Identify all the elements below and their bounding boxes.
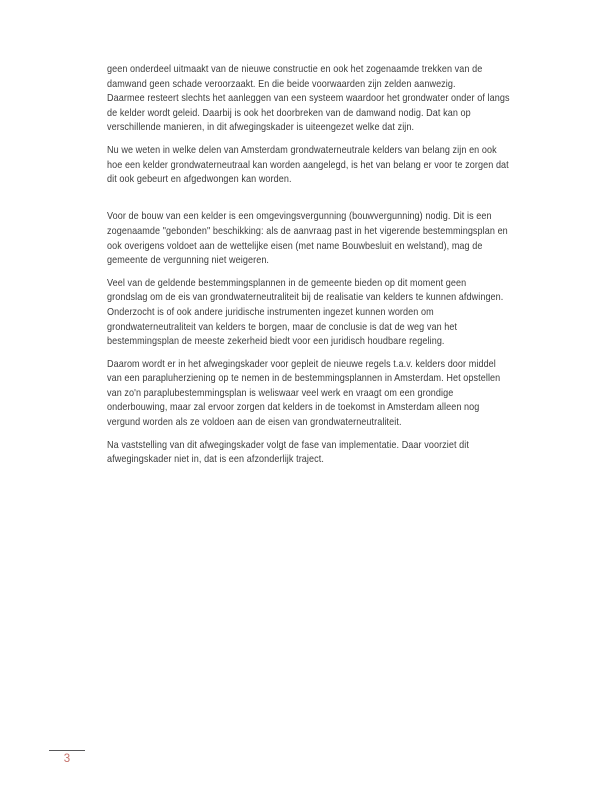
text-line: verschillende manieren, in dit afwegingskader is uiteengezet welke dat zijn. — [107, 122, 415, 134]
text-line: hoe een kelder grondwaterneutraal kan worden aangelegd, is het van belang er voor te zorgen dat — [107, 159, 509, 171]
text-line: Nu we weten in welke delen van Amsterdam grondwaterneutrale kelders van belang zijn en ook — [107, 144, 497, 156]
text-line: bestemmingsplan de meeste zekerheid biedt voor een juridisch houdbare regeling. — [107, 336, 445, 348]
text-line: van zo'n paraplubestemmingsplan is weliswaar veel werk en vraagt om een grondige — [107, 387, 454, 399]
text-line: afwegingskader niet in, dat is een afzonderlijk traject. — [107, 454, 324, 466]
page-number: 3 — [63, 752, 71, 765]
text-line: Na vaststelling van dit afwegingskader volgt de fase van implementatie. Daar voorziet dit — [107, 439, 469, 451]
paragraph-1 — [107, 63, 516, 136]
text-line: onderbouwing, maar zal ervoor zorgen dat kelders in de toekomst in Amsterdam alleen nog — [107, 402, 480, 414]
text-line: grondwaterneutraliteit van kelders te borgen, maar de conclusie is dat de weg van het — [107, 321, 458, 333]
text-line: Daarom wordt er in het afwegingskader voor gepleit de nieuwe regels t.a.v. kelders door middel — [107, 358, 496, 370]
text-line: Onderzocht is of ook andere juridische instrumenten ingezet kunnen worden om — [107, 306, 434, 318]
paragraph-5 — [107, 358, 516, 431]
text-line: vergund worden als ze voldoen aan de eisen van grondwaterneutraliteit. — [107, 417, 402, 429]
paragraph-2 — [107, 144, 516, 188]
paragraph-6 — [107, 439, 516, 468]
text-line: Veel van de geldende bestemmingsplannen in de gemeente bieden op dit moment geen — [107, 277, 467, 289]
text-line: grondslag om de eis van grondwaterneutraliteit bij de realisatie van kelders te kunnen afdwingen. — [107, 292, 504, 304]
text-line: damwand geen schade veroorzaakt. En die beide voorwaarden zijn zelden aanwezig. — [107, 78, 456, 90]
text-line: ook overigens voldoet aan de wettelijke eisen (met name Bouwbesluit en welstand), mag de — [107, 240, 483, 252]
text-line: Voor de bouw van een kelder is een omgevingsvergunning (bouwvergunning) nodig. Dit is een — [107, 211, 492, 223]
footer-rule — [49, 750, 85, 751]
text-line: gemeente de vergunning niet weigeren. — [107, 255, 270, 267]
paragraph-3 — [107, 210, 516, 268]
text-line: van een parapluherziening op te nemen in de bestemmingsplannen in Amsterdam. Het opstellen — [107, 373, 501, 385]
text-line: geen onderdeel uitmaakt van de nieuwe constructie en ook het zogenaamde trekken van de — [107, 64, 483, 75]
text-line: Daarmee resteert slechts het aanleggen van een systeem waardoor het grondwater onder of langs — [107, 93, 510, 105]
paragraph-4 — [107, 277, 516, 350]
text-line: de kelder wordt geleid. Daarbij is ook het doorbreken van de damwand nodig. Dat kan op — [107, 107, 471, 119]
body-text-block — [107, 63, 516, 468]
text-line: dit ook gebeurt en afgedwongen kan worden. — [107, 174, 292, 186]
text-line: zogenaamde "gebonden" beschikking: als de aanvraag past in het vigerende bestemmingsplan en — [107, 225, 508, 237]
